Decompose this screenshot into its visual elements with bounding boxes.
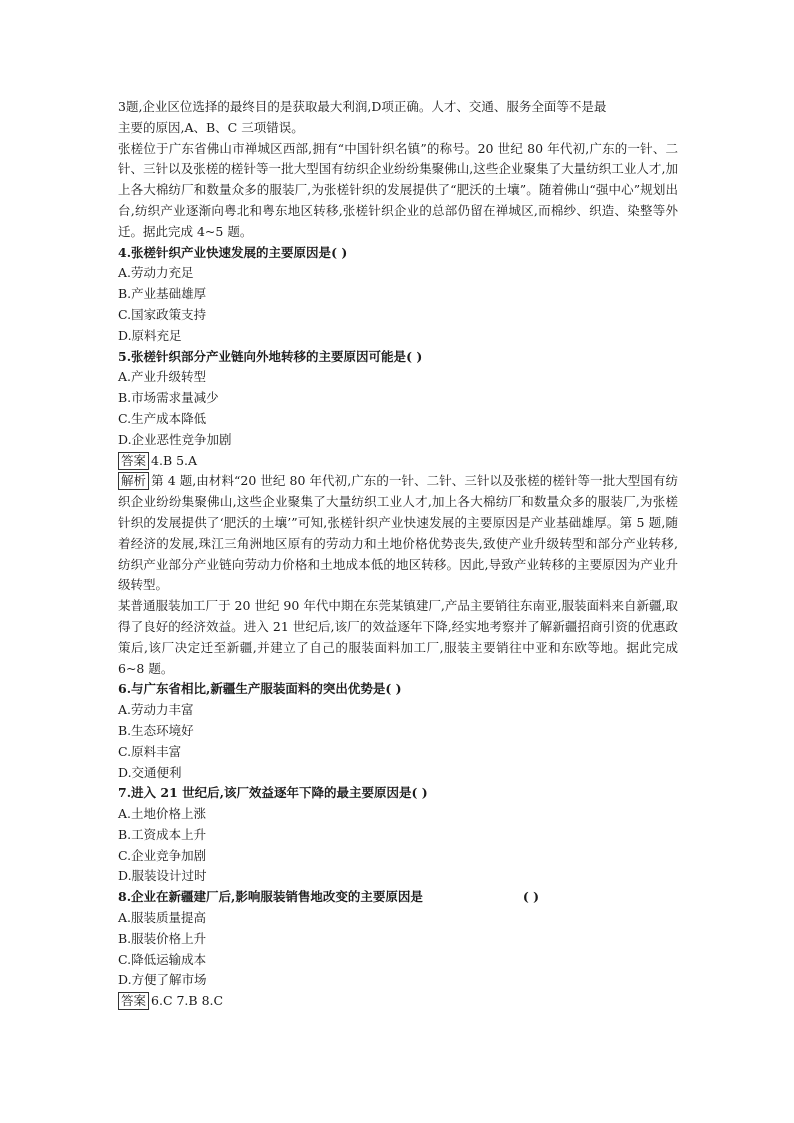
- question-8-option-b: B.服装价格上升: [118, 930, 207, 946]
- question-5-option-a: A.产业升级转型: [118, 369, 207, 385]
- document-page: [118, 97, 678, 1012]
- question-4-stem: [118, 243, 678, 264]
- question-4: [118, 243, 678, 347]
- question-5: [118, 347, 678, 451]
- question-6-option-c: C.原料丰富: [118, 743, 182, 759]
- question-8-option-d: D.方便了解市场: [118, 972, 207, 988]
- question-4-stem-text: 4.张槎针织产业快速发展的主要原因是: [118, 244, 332, 260]
- question-8: [118, 887, 678, 991]
- question-8-stem: [118, 887, 678, 908]
- analysis-4-5: [118, 471, 678, 596]
- question-8-option-c: C.降低运输成本: [118, 951, 207, 967]
- question-4-option-a: A.劳动力充足: [118, 265, 194, 281]
- question-7-option-a: A.土地价格上涨: [118, 806, 207, 822]
- question-4-answer-blank: ( ): [331, 244, 348, 260]
- material-zhangcha: 张槎位于广东省佛山市禅城区西部,拥有“中国针织名镇”的称号。20 世纪 80 年代初,广东的一针、二针、三针以及张槎的槎针等一批大型国有纺织企业纷纷集聚佛山,这些企业聚集了大量纺织工业人才,加上各大棉纺厂和数量众多的服装厂,为张槎针织的发展提供了“肥沃的土壤”。随着佛山“强中心”规划出台,纺织产业逐渐向粤北和粤东地区转移,张槎针织企业的总部仍留在禅城区,而棉纱、织造、染整等外迁。据此完成 4~5 题。: [118, 140, 678, 239]
- previous-analysis-line-2: 主要的原因,A、B、C 三项错误。: [118, 119, 304, 135]
- question-5-option-b: B.市场需求量减少: [118, 390, 219, 406]
- question-8-option-a: A.服装质量提高: [118, 910, 207, 926]
- question-6-stem-text: 6.与广东省相比,新疆生产服装面料的突出优势是: [118, 681, 386, 697]
- answer-4-5: [118, 451, 678, 472]
- question-5-option-d: D.企业恶性竞争加剧: [118, 431, 232, 447]
- question-7-stem: [118, 783, 678, 804]
- question-6-option-b: B.生态环境好: [118, 722, 194, 738]
- question-5-answer-blank: ( ): [406, 348, 423, 364]
- analysis-tag: 解析: [118, 472, 149, 490]
- analysis-4-5-text: 第 4 题,由材料“20 世纪 80 年代初,广东的一针、二针、三针以及张槎的槎针等一批大型国有纺织企业纷纷集聚佛山,这些企业聚集了大量纺织工业人才,加上各大棉纺厂和数量众多的服装厂,为张槎针织的发展提供了‘肥沃的土壤’”可知,张槎针织产业快速发展的主要原因是产业基础雄厚。第 5 题,随着经济的发展,珠江三角洲地区原有的劳动力和土地价格优势丧失,致使产业升级转型和部分产业转移,纺织产业部分产业链向劳动力价格和土地成本低的地区转移。因此,导致产业转移的主要原因为产业升级转型。: [118, 473, 678, 593]
- previous-analysis-line-1: 3题,企业区位选择的最终目的是获取最大利润,D项正确。人才、交通、服务全面等不是最: [118, 99, 607, 114]
- question-6-stem: [118, 679, 678, 700]
- question-5-option-c: C.生产成本降低: [118, 410, 207, 426]
- question-8-stem-text: 8.企业在新疆建厂后,影响服装销售地改变的主要原因是: [118, 889, 423, 905]
- question-6-option-a: A.劳动力丰富: [118, 702, 194, 718]
- question-4-option-b: B.产业基础雄厚: [118, 286, 207, 302]
- question-5-stem: [118, 347, 678, 368]
- question-7: [118, 783, 678, 887]
- question-8-answer-blank: ( ): [522, 889, 540, 905]
- answer-6-8-text: 6.C 7.B 8.C: [151, 993, 224, 1009]
- question-6-option-d: D.交通便利: [118, 764, 182, 780]
- question-7-option-b: B.工资成本上升: [118, 826, 207, 842]
- answer-tag: 答案: [118, 452, 149, 470]
- answer-tag: 答案: [118, 992, 149, 1010]
- question-7-option-c: C.企业竞争加剧: [118, 847, 207, 863]
- question-7-stem-text: 7.进入 21 世纪后,该厂效益逐年下降的最主要原因是: [118, 785, 412, 801]
- question-6-answer-blank: ( ): [385, 681, 402, 697]
- question-6: [118, 679, 678, 783]
- previous-analysis-text: [118, 97, 678, 139]
- answer-6-8: [118, 991, 678, 1012]
- material-garment-factory: 某普通服装加工厂于 20 世纪 90 年代中期在东莞某镇建厂,产品主要销往东南亚,服装面料来自新疆,取得了良好的经济效益。进入 21 世纪后,该厂的效益逐年下降,经实地考察并了解新疆招商引资的优惠政策后,该厂决定迁至新疆,并建立了自己的服装面料加工厂,服装主要销往中亚和东欧等地。据此完成 6~8 题。: [118, 598, 678, 676]
- question-7-option-d: D.服装设计过时: [118, 868, 207, 884]
- question-7-answer-blank: ( ): [411, 785, 428, 801]
- question-5-stem-text: 5.张槎针织部分产业链向外地转移的主要原因可能是: [118, 348, 407, 364]
- answer-4-5-text: 4.B 5.A: [151, 452, 198, 468]
- question-4-option-d: D.原料充足: [118, 327, 182, 343]
- question-4-option-c: C.国家政策支持: [118, 306, 207, 322]
